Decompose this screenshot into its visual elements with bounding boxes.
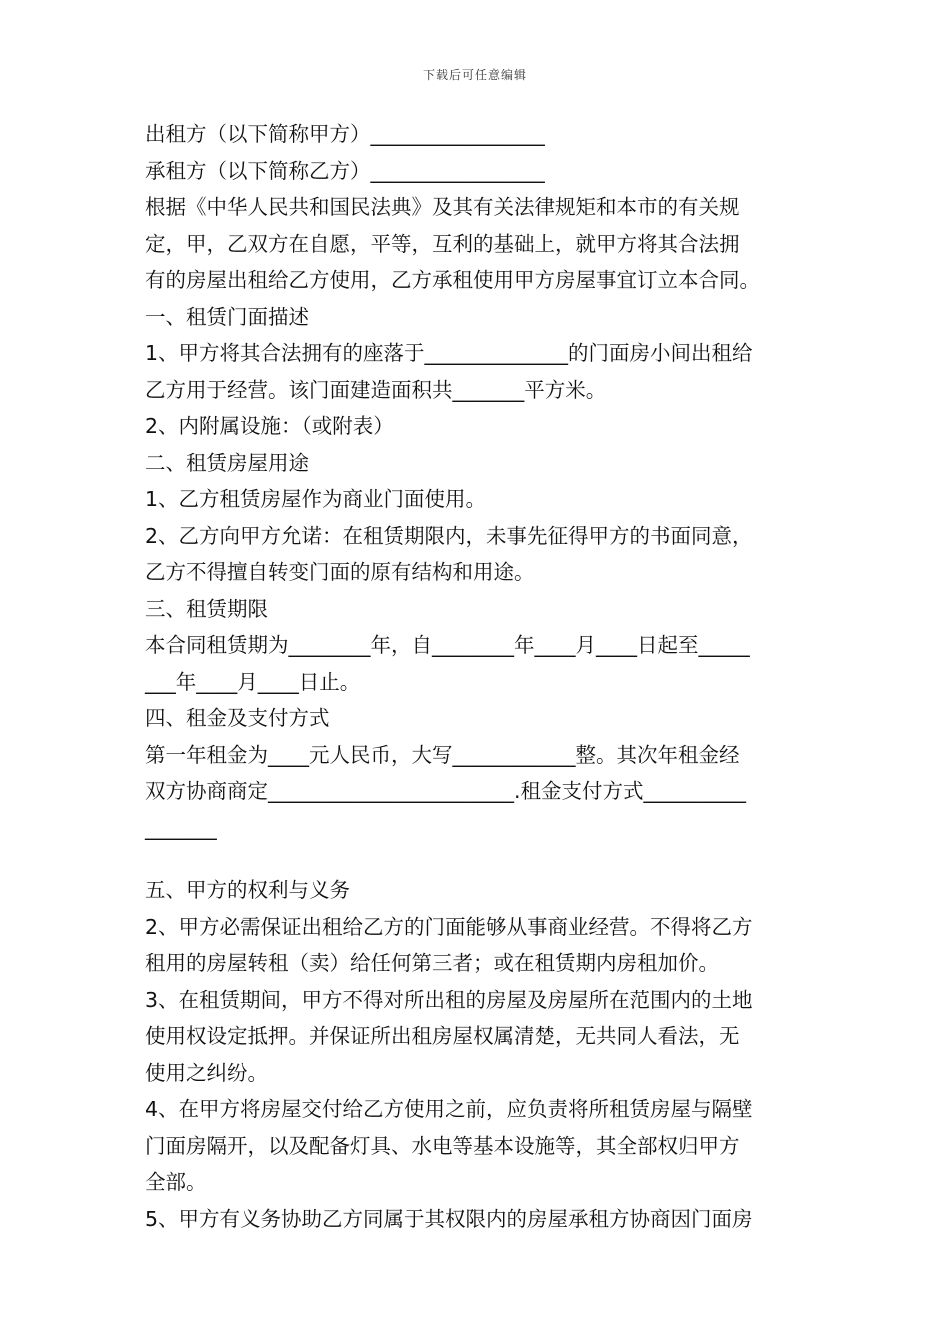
section-3-heading: 三、租赁期限 (145, 596, 268, 621)
preamble-line-2: 定，甲，乙双方在自愿，平等，互利的基础上，就甲方将其合法拥 (145, 231, 740, 256)
section-5-item-4-line-2: 门面房隔开，以及配备灯具、水电等基本设施等，其全部权归甲方 (145, 1133, 740, 1158)
page-header-note: 下载后可任意编辑 (422, 68, 527, 82)
preamble-line-3: 有的房屋出租给乙方使用，乙方承租使用甲方房屋事宜订立本合同。 (145, 268, 760, 292)
section-2-item-2-line-2: 乙方不得擅自转变门面的原有结构和用途。 (145, 560, 535, 584)
section-5-heading: 五、甲方的权利与义务 (145, 878, 350, 902)
lessee-line: 承租方（以下简称乙方）_________________ (145, 158, 545, 183)
blank-spacer (145, 846, 813, 872)
section-1-heading: 一、租赁门面描述 (145, 304, 309, 329)
section-5-item-3-line-2: 使用权设定抵押。并保证所出租房屋权属清楚，无共同人看法，无 (145, 1024, 740, 1048)
section-5-item-2-line-2: 租用的房屋转租（卖）给任何第三者；或在租赁期内房租加价。 (145, 951, 719, 975)
section-2-item-1: 1、乙方租赁房屋作为商业门面使用。 (145, 487, 487, 511)
lease-term-line-1: 本合同租赁期为________年，自________年____月____日起至_____ (145, 633, 750, 657)
section-5-item-4-line-1: 4、在甲方将房屋交付给乙方使用之前，应负责将所租赁房屋与隔壁 (145, 1097, 753, 1121)
preamble-line-1: 根据《中华人民共和国民法典》及其有关法律规矩和本市的有关规 (145, 195, 740, 219)
section-5-item-4-line-3: 全部。 (145, 1170, 207, 1194)
section-5-item-3-line-3: 使用之纠纷。 (145, 1060, 268, 1085)
lease-term-line-2: ___年____月____日止。 (145, 669, 361, 694)
lessor-line: 出租方（以下简称甲方）_________________ (145, 122, 545, 146)
contract-body (145, 116, 813, 1237)
section-1-item-1-line-2: 乙方用于经营。该门面建造面积共_______平方米。 (145, 377, 607, 402)
section-5-item-5-line-1: 5、甲方有义务协助乙方同属于其权限内的房屋承租方协商因门面房 (145, 1206, 753, 1231)
rent-line-2: 双方协商商定________________________.租金支付方式__________ (145, 779, 747, 803)
rent-line-3: _______ (145, 815, 217, 840)
section-5-item-3-line-1: 3、在租赁期间，甲方不得对所出租的房屋及房屋所在范围内的土地 (145, 987, 753, 1012)
section-1-item-1-line-1: 1、甲方将其合法拥有的座落于______________的门面房小间出租给 (145, 341, 753, 365)
section-2-heading: 二、租赁房屋用途 (145, 450, 309, 475)
rent-line-1: 第一年租金为____元人民币，大写____________整。其次年租金经 (145, 742, 740, 767)
section-1-item-2: 2、内附属设施：（或附表） (145, 414, 394, 438)
section-4-heading: 四、租金及支付方式 (145, 706, 330, 730)
section-2-item-2-line-1: 2、乙方向甲方允诺：在租赁期限内，未事先征得甲方的书面同意， (145, 523, 753, 548)
section-5-item-2-line-1: 2、甲方必需保证出租给乙方的门面能够从事商业经营。不得将乙方 (145, 914, 753, 939)
